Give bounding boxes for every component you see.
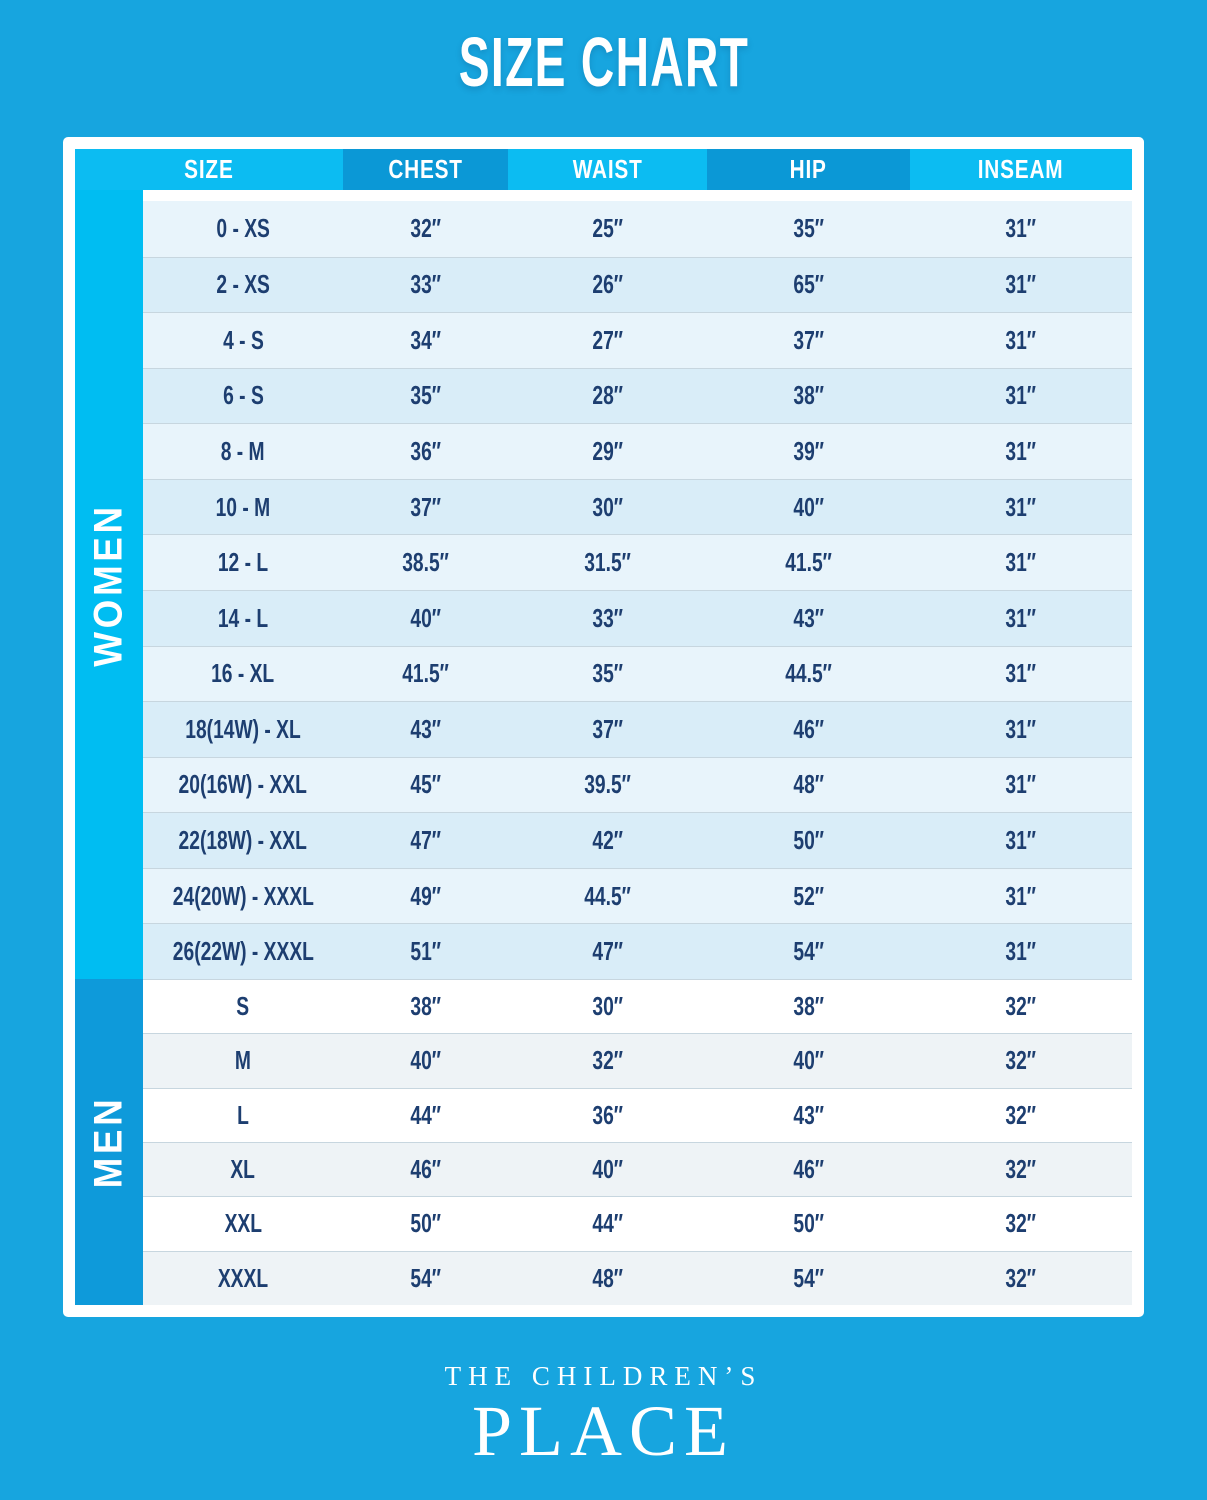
waist-cell: 42″ bbox=[592, 824, 623, 855]
size-cell: 20(16W) - XXL bbox=[178, 769, 308, 800]
hip-cell: 50″ bbox=[793, 1208, 824, 1239]
waist-cell: 39.5″ bbox=[584, 769, 631, 800]
waist-cell: 27″ bbox=[592, 324, 623, 355]
chest-cell: 34″ bbox=[410, 324, 441, 355]
table-header-row bbox=[75, 149, 1132, 190]
women-section-strip bbox=[75, 190, 143, 979]
hip-cell: 65″ bbox=[793, 269, 824, 300]
waist-cell: 40″ bbox=[592, 1154, 623, 1185]
brand-logo-line2: PLACE bbox=[471, 1391, 736, 1471]
chest-cell: 36″ bbox=[410, 436, 441, 467]
table-body bbox=[75, 190, 1132, 1305]
hip-cell: 41.5″ bbox=[785, 547, 832, 578]
page-title bbox=[0, 22, 1207, 102]
size-cell: M bbox=[234, 1045, 252, 1076]
size-cell: 0 - XS bbox=[216, 213, 270, 244]
waist-cell: 26″ bbox=[592, 269, 623, 300]
table-row bbox=[143, 979, 1132, 1033]
header-chest: CHEST bbox=[343, 149, 508, 190]
size-cell: 8 - M bbox=[221, 436, 265, 467]
inseam-cell: 32″ bbox=[1005, 1208, 1037, 1239]
hip-cell: 43″ bbox=[793, 602, 824, 633]
size-cell: 14 - L bbox=[217, 602, 269, 633]
hip-cell: 37″ bbox=[793, 324, 824, 355]
hip-cell: 46″ bbox=[793, 713, 824, 744]
size-cell: XXL bbox=[224, 1208, 262, 1239]
inseam-cell: 31″ bbox=[1005, 380, 1037, 411]
chest-cell: 47″ bbox=[410, 824, 441, 855]
men-section-label: MEN bbox=[86, 1095, 131, 1189]
chest-cell: 32″ bbox=[410, 213, 441, 244]
waist-cell: 30″ bbox=[592, 991, 623, 1022]
size-cell: 12 - L bbox=[217, 547, 269, 578]
chest-cell: 43″ bbox=[410, 713, 441, 744]
inseam-cell: 31″ bbox=[1005, 547, 1037, 578]
waist-cell: 29″ bbox=[592, 436, 623, 467]
waist-cell: 48″ bbox=[592, 1262, 623, 1293]
table-row bbox=[143, 1251, 1132, 1305]
header-hip: HIP bbox=[707, 149, 910, 190]
inseam-cell: 31″ bbox=[1005, 436, 1037, 467]
chest-cell: 45″ bbox=[410, 769, 441, 800]
waist-cell: 44.5″ bbox=[584, 880, 631, 911]
inseam-cell: 31″ bbox=[1005, 880, 1037, 911]
table-row bbox=[143, 701, 1132, 757]
size-cell: 18(14W) - XL bbox=[185, 713, 301, 744]
size-cell: 6 - S bbox=[222, 380, 264, 411]
header-size: SIZE bbox=[75, 149, 343, 190]
table-row bbox=[143, 423, 1132, 479]
table-row bbox=[143, 812, 1132, 868]
size-cell: XXXL bbox=[217, 1262, 269, 1293]
size-cell: 4 - S bbox=[222, 324, 264, 355]
table-row bbox=[143, 312, 1132, 368]
hip-cell: 44.5″ bbox=[785, 658, 832, 689]
size-cell: L bbox=[237, 1099, 249, 1130]
brand-logo-line1: THE CHILDREN’S bbox=[444, 1361, 763, 1391]
table-row bbox=[143, 368, 1132, 424]
inseam-cell: 32″ bbox=[1005, 1262, 1037, 1293]
section-strip bbox=[75, 190, 143, 1305]
chest-cell: 50″ bbox=[410, 1208, 441, 1239]
waist-cell: 25″ bbox=[592, 213, 623, 244]
table-row bbox=[143, 1033, 1132, 1087]
size-cell: 24(20W) - XXXL bbox=[172, 880, 314, 911]
inseam-cell: 31″ bbox=[1005, 769, 1037, 800]
waist-cell: 47″ bbox=[592, 936, 623, 967]
hip-cell: 46″ bbox=[793, 1154, 824, 1185]
waist-cell: 30″ bbox=[592, 491, 623, 522]
hip-cell: 48″ bbox=[793, 769, 824, 800]
inseam-cell: 31″ bbox=[1005, 824, 1037, 855]
table-row bbox=[143, 534, 1132, 590]
size-chart-table bbox=[63, 137, 1144, 1317]
inseam-cell: 32″ bbox=[1005, 1154, 1037, 1185]
hip-cell: 50″ bbox=[793, 824, 824, 855]
table-rows bbox=[143, 190, 1132, 1305]
size-cell: 16 - XL bbox=[211, 658, 275, 689]
chest-cell: 38″ bbox=[410, 991, 441, 1022]
chest-cell: 44″ bbox=[410, 1099, 441, 1130]
size-cell: 26(22W) - XXXL bbox=[172, 936, 314, 967]
brand-logo bbox=[0, 1360, 1207, 1471]
hip-cell: 35″ bbox=[793, 213, 824, 244]
size-cell: 10 - M bbox=[215, 491, 271, 522]
chest-cell: 54″ bbox=[410, 1262, 441, 1293]
hip-cell: 43″ bbox=[793, 1099, 824, 1130]
inseam-cell: 31″ bbox=[1005, 936, 1037, 967]
waist-cell: 31.5″ bbox=[584, 547, 631, 578]
table-row bbox=[143, 1088, 1132, 1142]
header-waist: WAIST bbox=[508, 149, 707, 190]
chest-cell: 33″ bbox=[410, 269, 441, 300]
size-cell: 22(18W) - XXL bbox=[178, 824, 308, 855]
table-row bbox=[143, 868, 1132, 924]
waist-cell: 35″ bbox=[592, 658, 623, 689]
table-row bbox=[143, 479, 1132, 535]
hip-cell: 40″ bbox=[793, 1045, 824, 1076]
inseam-cell: 31″ bbox=[1005, 491, 1037, 522]
inseam-cell: 31″ bbox=[1005, 658, 1037, 689]
chest-cell: 40″ bbox=[410, 602, 441, 633]
table-row bbox=[143, 257, 1132, 313]
waist-cell: 33″ bbox=[592, 602, 623, 633]
table-row bbox=[143, 923, 1132, 979]
inseam-cell: 31″ bbox=[1005, 713, 1037, 744]
waist-cell: 36″ bbox=[592, 1099, 623, 1130]
chest-cell: 35″ bbox=[410, 380, 441, 411]
waist-cell: 44″ bbox=[592, 1208, 623, 1239]
women-section-label: WOMEN bbox=[86, 502, 131, 667]
table-row bbox=[143, 757, 1132, 813]
chest-cell: 37″ bbox=[410, 491, 441, 522]
inseam-cell: 31″ bbox=[1005, 324, 1037, 355]
hip-cell: 40″ bbox=[793, 491, 824, 522]
men-section-strip bbox=[75, 979, 143, 1305]
hip-cell: 38″ bbox=[793, 991, 824, 1022]
inseam-cell: 31″ bbox=[1005, 213, 1037, 244]
header-inseam: INSEAM bbox=[910, 149, 1132, 190]
chest-cell: 40″ bbox=[410, 1045, 441, 1076]
hip-cell: 52″ bbox=[793, 880, 824, 911]
table-row bbox=[143, 1142, 1132, 1196]
inseam-cell: 32″ bbox=[1005, 991, 1037, 1022]
hip-cell: 39″ bbox=[793, 436, 824, 467]
chest-cell: 38.5″ bbox=[402, 547, 449, 578]
size-cell: XL bbox=[230, 1154, 256, 1185]
chest-cell: 51″ bbox=[410, 936, 441, 967]
size-cell: S bbox=[236, 991, 250, 1022]
chest-cell: 46″ bbox=[410, 1154, 441, 1185]
size-cell: 2 - XS bbox=[216, 269, 270, 300]
table-row bbox=[143, 201, 1132, 257]
table-row bbox=[143, 1196, 1132, 1250]
hip-cell: 38″ bbox=[793, 380, 824, 411]
page-title-text: SIZE CHART bbox=[458, 23, 749, 101]
hip-cell: 54″ bbox=[793, 1262, 824, 1293]
chest-cell: 49″ bbox=[410, 880, 441, 911]
waist-cell: 28″ bbox=[592, 380, 623, 411]
waist-cell: 37″ bbox=[592, 713, 623, 744]
table-row bbox=[143, 590, 1132, 646]
chest-cell: 41.5″ bbox=[402, 658, 449, 689]
inseam-cell: 32″ bbox=[1005, 1099, 1037, 1130]
inseam-cell: 31″ bbox=[1005, 269, 1037, 300]
inseam-cell: 31″ bbox=[1005, 602, 1037, 633]
table-row bbox=[143, 646, 1132, 702]
hip-cell: 54″ bbox=[793, 936, 824, 967]
inseam-cell: 32″ bbox=[1005, 1045, 1037, 1076]
waist-cell: 32″ bbox=[592, 1045, 623, 1076]
